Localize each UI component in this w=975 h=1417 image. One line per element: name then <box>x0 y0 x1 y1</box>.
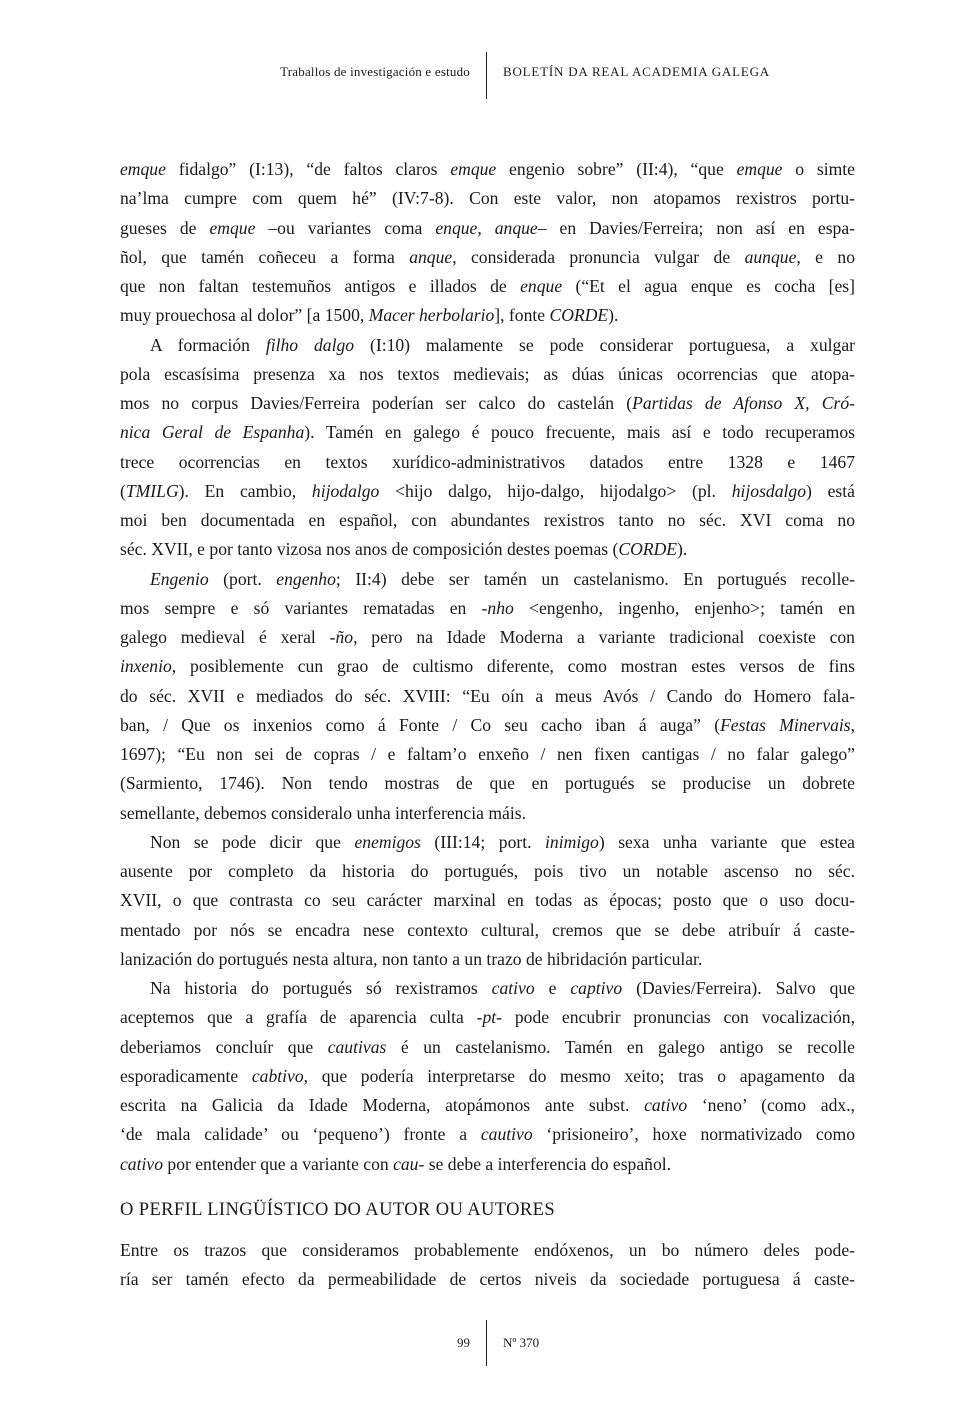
text-run: , posiblemente cun grao de cultismo diferente, como mostran estes versos de fins <box>171 656 855 677</box>
text-run: – en Davies/Ferreira; non así en espa- <box>537 217 855 238</box>
text-line <box>120 1003 855 1032</box>
text-line <box>120 1091 855 1120</box>
text-line <box>120 1062 855 1091</box>
text-line <box>120 1033 855 1062</box>
italic-term: Engenio <box>150 568 209 589</box>
italic-term: emque <box>736 159 783 179</box>
text-run: mos no corpus Davies/Ferreira poderían ser calco do castelán ( <box>120 393 633 413</box>
text-run: galego medieval é xeral <box>120 627 330 647</box>
text-run: mentado por nós se encadra nese contexto cultural, cremos que se debe atribuír á caste- <box>120 919 855 940</box>
text-run: (III:14; port. <box>420 831 546 852</box>
text-line <box>120 477 855 506</box>
text-line <box>120 711 855 740</box>
text-line <box>120 740 855 769</box>
italic-term: emque <box>209 217 256 238</box>
text-line <box>120 1265 855 1294</box>
text-line <box>120 682 855 711</box>
paragraph <box>120 331 855 565</box>
italic-term: inimigo <box>545 831 599 852</box>
italic-term: CORDE <box>549 305 609 326</box>
italic-term: filho dalgo <box>265 334 355 355</box>
text-line <box>120 769 855 798</box>
text-line <box>120 974 855 1003</box>
text-run: (Sarmiento, 1746). Non tendo mostras de que en portugués se producise un dobrete <box>120 773 855 794</box>
text-run: engenio sobre” (II:4), “que <box>496 159 737 179</box>
text-line <box>120 945 855 974</box>
italic-term: emque <box>450 159 497 179</box>
paragraph <box>120 155 855 331</box>
text-run: ñol, que tamén coñeceu a forma <box>120 246 410 267</box>
text-run: ban, / Que os inxenios como á Fonte / Co seu cacho iban á auga” ( <box>120 714 721 735</box>
italic-term: cau- <box>393 1153 425 1174</box>
italic-term: TMILG <box>125 480 179 501</box>
italic-term: Festas Minervais <box>720 714 851 735</box>
text-line <box>120 886 855 915</box>
text-line <box>120 214 855 243</box>
text-run: deberiamos concluír que <box>120 1036 328 1057</box>
italic-term: cautivas <box>327 1036 387 1057</box>
text-line <box>120 652 855 681</box>
text-run: na’lma cumpre com quem hé” (IV:7-8). Con este valor, non atopamos rexistros portu- <box>120 188 855 209</box>
text-line <box>120 301 855 330</box>
text-line <box>120 243 855 272</box>
text-run: fidalgo” (I:13), “de faltos claros <box>165 159 451 179</box>
text-line <box>120 623 855 652</box>
text-line <box>120 799 855 828</box>
text-run: <hijo dalgo, hijo-dalgo, hijodalgo> (pl. <box>379 480 732 501</box>
footer-divider <box>486 1320 487 1366</box>
paragraph <box>120 1236 855 1295</box>
italic-term: anque <box>409 246 453 267</box>
text-run: pode encubrir pronuncias con vocalización, <box>502 1007 855 1028</box>
text-line <box>120 1120 855 1149</box>
text-run: gueses de <box>120 217 210 238</box>
text-run: moi ben documentada en español, con abundantes rexistros tanto no séc. XVI coma no <box>120 510 855 530</box>
text-run: pola escasísima presenza xa nos textos medievais; as dúas únicas ocorrencias que atopa- <box>120 363 855 384</box>
text-run: , considerada pronuncia vulgar de <box>452 246 745 267</box>
italic-term: nica Geral de Espanha <box>120 422 305 443</box>
text-run: ). Tamén en galego é pouco frecuente, mais así e todo recuperamos <box>304 422 855 443</box>
text-line <box>120 331 855 360</box>
text-run: Entre os trazos que consideramos probablemente endóxenos, un bo número deles pode- <box>120 1239 855 1260</box>
italic-term: engenho <box>276 568 336 589</box>
italic-term: hijosdalgo <box>731 480 806 501</box>
text-run: (“Et el agua enque es cocha [es] <box>562 276 855 296</box>
header-divider <box>486 52 487 99</box>
text-run: ‘neno’ (como adx., <box>687 1095 855 1115</box>
italic-term: Macer herbolario <box>368 305 495 326</box>
text-run: ‘prisioneiro’, hoxe normativizado como <box>532 1124 855 1145</box>
text-run: ; II:4) debe ser tamén un castelanismo. En portugués recolle- <box>335 568 855 589</box>
text-run: ). <box>608 305 619 326</box>
text-run: se debe a interferencia do español. <box>424 1153 672 1174</box>
italic-term: hijodalgo <box>311 480 380 501</box>
text-run: (port. <box>208 568 277 589</box>
italic-term: cabtivo <box>251 1065 304 1086</box>
text-run: Na historia do portugués só rexistramos <box>150 978 492 998</box>
italic-term: CORDE <box>618 539 678 560</box>
text-run: Non se pode dicir que <box>150 831 355 852</box>
text-run: A formación <box>150 334 266 355</box>
text-line <box>120 828 855 857</box>
italic-term: cativo <box>644 1095 688 1115</box>
text-run: lanización do portugués nesta altura, non tanto a un trazo de hibridación particular. <box>120 948 703 969</box>
text-run: XVII, o que contrasta co seu carácter marxinal en todas as épocas; posto que o uso docu- <box>120 890 855 911</box>
text-run: ausente por completo da historia do portugués, pois tivo un notable ascenso no séc. <box>120 861 855 881</box>
page-number: 99 <box>457 1335 470 1350</box>
text-line <box>120 916 855 945</box>
text-line <box>120 448 855 477</box>
italic-term: cativo <box>120 1153 163 1174</box>
text-line <box>120 1150 855 1179</box>
text-run: do séc. XVII e mediados do séc. XVIII: “Eu oín a meus Avós / Cando do Homero fala- <box>120 685 855 706</box>
italic-term: inxenio <box>120 656 172 677</box>
italic-term: cautivo <box>480 1124 533 1145</box>
text-run: , que podería interpretarse do mesmo xeito; tras o apagamento da <box>303 1065 855 1086</box>
text-run: ) está <box>806 480 855 501</box>
paragraph <box>120 974 855 1179</box>
text-run: (I:10) malamente se pode considerar portuguesa, a xulgar <box>354 334 855 355</box>
italic-term: aunque <box>744 246 797 267</box>
text-run: mos sempre e só variantes rematadas en <box>120 597 482 618</box>
text-run: , <box>850 714 855 735</box>
text-run: trece ocorrencias en textos xurídico-administrativos datados entre 1328 e 1467 <box>120 451 855 472</box>
text-line <box>120 155 855 184</box>
text-line <box>120 272 855 301</box>
italic-term: enque <box>520 276 563 296</box>
paragraph <box>120 565 855 828</box>
text-run: ría ser tamén efecto da permeabilidade de certos niveis da sociedade portuguesa á caste- <box>120 1269 855 1289</box>
text-run: 1697); “Eu non sei de copras / e faltam’o enxeño / nen fixen cantigas / no falar galego” <box>120 744 855 764</box>
italic-term: -pt- <box>476 1007 503 1028</box>
italic-term: enque, anque <box>435 217 538 238</box>
text-run: semellante, debemos consideralo unha interferencia máis. <box>120 802 526 823</box>
text-line <box>120 360 855 389</box>
text-run: por entender que a variante con <box>163 1153 394 1174</box>
italic-term: cativo <box>491 978 535 998</box>
text-run: ( <box>120 480 126 501</box>
text-run: muy prouechosa al dolor” [a 1500, <box>120 305 369 326</box>
text-run: e <box>534 978 571 998</box>
text-line <box>120 857 855 886</box>
italic-term: enemigos <box>354 831 421 852</box>
text-run: , pero na Idade Moderna a variante tradicional coexiste con <box>353 627 855 647</box>
issue-number: Nº 370 <box>503 1335 540 1350</box>
italic-term: Partidas de Afonso X, Cró- <box>632 393 855 413</box>
text-line <box>120 389 855 418</box>
text-run: ). En cambio, <box>178 480 312 501</box>
text-line <box>120 594 855 623</box>
text-run: <engenho, ingenho, enjenho>; tamén en <box>513 597 855 618</box>
italic-term: captivo <box>570 978 623 998</box>
text-run: é un castelanismo. Tamén en galego antigo se recolle <box>386 1036 855 1057</box>
text-run: (Davies/Ferreira). Salvo que <box>622 978 855 998</box>
text-run: o simte <box>782 159 855 179</box>
text-run: ‘de mala calidade’ ou ‘pequeno’) fronte a <box>120 1124 481 1145</box>
italic-term: emque <box>120 159 166 179</box>
paragraph <box>120 828 855 974</box>
text-run: escrita na Galicia da Idade Moderna, atopámonos ante subst. <box>120 1095 645 1115</box>
text-line <box>120 565 855 594</box>
running-header-journal: BOLETÍN DA REAL ACADEMIA GALEGA <box>503 64 770 79</box>
text-run: , e no <box>796 246 855 267</box>
text-line <box>120 506 855 535</box>
text-run: esporadicamente <box>120 1065 252 1086</box>
text-run: ). <box>677 539 688 560</box>
text-run: séc. XVII, e por tanto vizosa nos anos de composición destes poemas ( <box>120 539 619 560</box>
section-heading: O PERFIL LINGÜÍSTICO DO AUTOR OU AUTORES <box>120 1199 556 1220</box>
text-run: que non faltan testemuños antigos e illados de <box>120 276 521 296</box>
text-line <box>120 1236 855 1265</box>
text-line <box>120 184 855 213</box>
text-run: ) sexa unha variante que estea <box>598 831 855 852</box>
text-run: aceptemos que a grafía de aparencia culta <box>120 1007 477 1028</box>
article-body <box>120 155 855 1294</box>
italic-term: -ño <box>329 627 354 647</box>
text-line <box>120 535 855 564</box>
text-run: –ou variantes coma <box>255 217 436 238</box>
running-header-section: Traballos de investigación e estudo <box>280 64 470 79</box>
text-run: ], fonte <box>494 305 550 326</box>
text-line <box>120 418 855 447</box>
italic-term: -nho <box>481 597 514 618</box>
